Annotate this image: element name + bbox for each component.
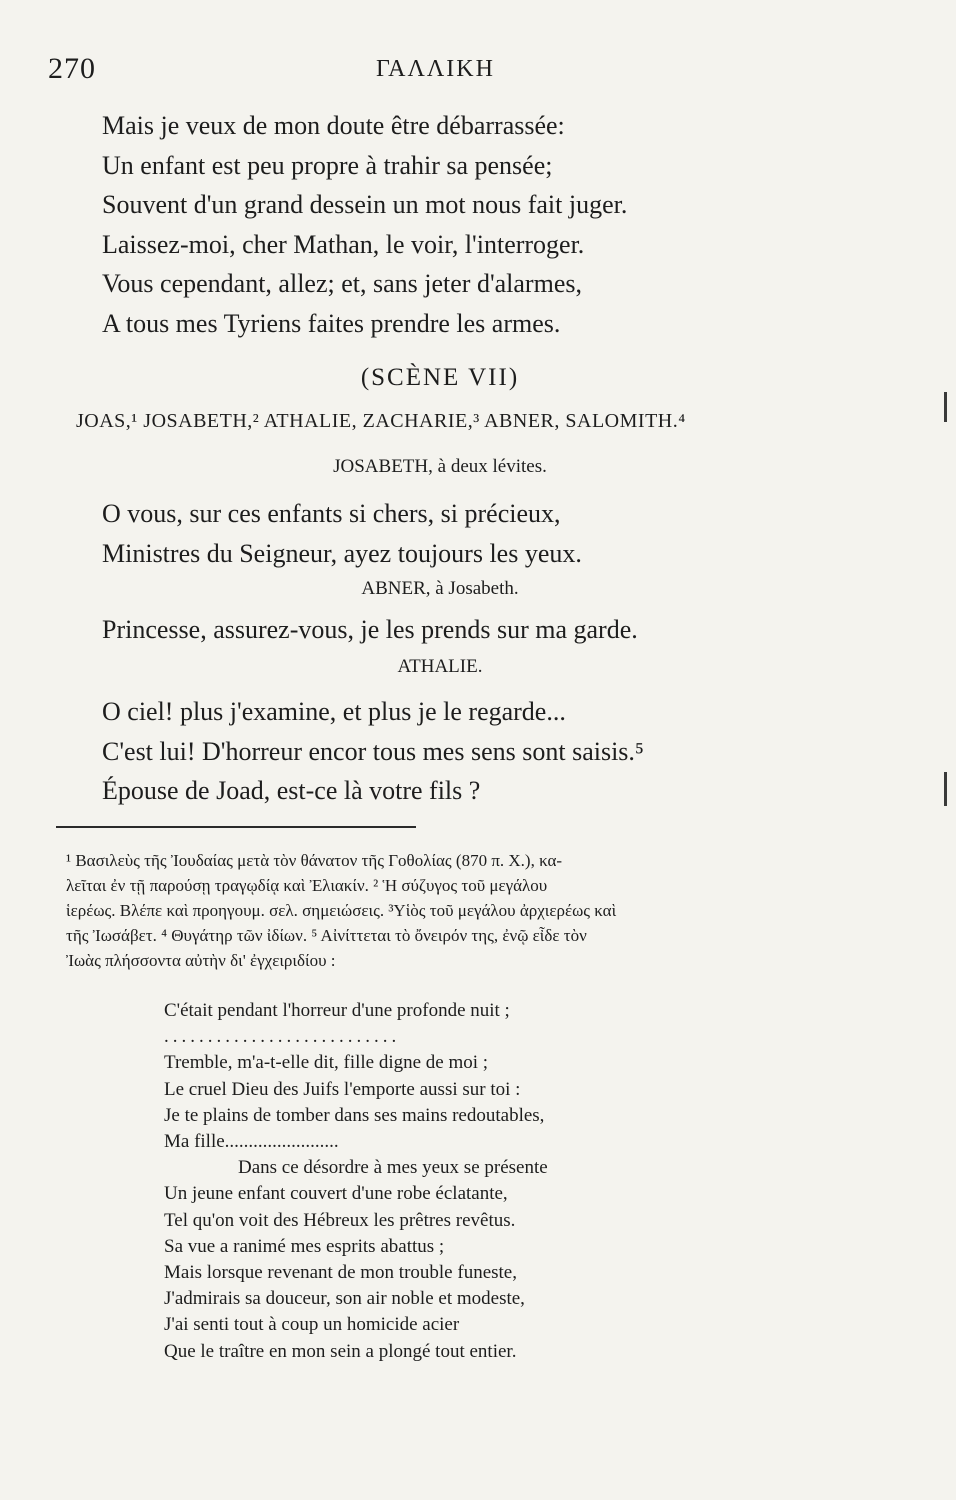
verse-line: Souvent d'un grand dessein un mot nous fait juger.: [102, 190, 628, 219]
speaker-athalie: ATHALIE.: [397, 656, 483, 677]
speaker-abner: ABNER, à Josabeth.: [361, 578, 519, 599]
verse-line: Princesse, assurez-vous, je les prends sur ma garde.: [102, 615, 638, 644]
footnotes: [66, 848, 826, 973]
verse-line: O vous, sur ces enfants si chers, si précieux,: [102, 499, 561, 528]
footnote-line: ¹ Βασιλεὺς τῆς Ἰουδαίας μετὰ τὸν θάνατον τῆς Γοθολίας (870 π. Χ.), κα-: [66, 851, 563, 870]
footnote-line: λεῖται ἐν τῇ παρούσῃ τραγῳδίᾳ καὶ Ἐλιακίν. ² Ἡ σύζυγος τοῦ μεγάλου: [66, 876, 548, 895]
quote-line: Le cruel Dieu des Juifs l'emporte aussi sur toi :: [164, 1078, 521, 1100]
running-head: ΓΑΛΛΙΚΗ: [376, 56, 495, 82]
speaker-josabeth: JOSABETH, à deux lévites.: [333, 456, 547, 477]
verse-line: A tous mes Tyriens faites prendre les armes.: [102, 308, 561, 338]
verse-line: Vous cependant, allez; et, sans jeter d'alarmes,: [102, 269, 582, 298]
verse-line: Épouse de Joad, est-ce là votre fils ?: [102, 776, 481, 805]
quote-line: J'ai senti tout à coup un homicide acier: [164, 1314, 460, 1336]
verse-line: C'est lui! D'horreur encor tous mes sens sont saisis.⁵: [102, 736, 644, 766]
page-number: 270: [48, 52, 96, 85]
quote-line: Mais lorsque revenant de mon trouble funeste,: [164, 1262, 517, 1284]
margin-mark: [944, 772, 947, 806]
quote-line: Ma fille........................: [164, 1131, 339, 1153]
footnote-line: τῆς Ἰωσάβετ. ⁴ Θυγάτηρ τῶν ἰδίων. ⁵ Αἰνίττεται τὸ ὄνειρόν της, ἐνῷ εἶδε τὸν: [66, 926, 587, 945]
quote-line: Sa vue a ranimé mes esprits abattus ;: [164, 1235, 445, 1257]
quotation: [164, 998, 724, 1365]
quote-line: Que le traître en mon sein a plongé tout entier.: [164, 1340, 517, 1362]
quote-line: Dans ce désordre à mes yeux se présente: [238, 1157, 548, 1179]
verse-line: O ciel! plus j'examine, et plus je le regarde...: [102, 697, 566, 726]
dialogue-josabeth: [102, 494, 582, 573]
verse-block-1: [102, 106, 822, 343]
quote-line: Un jeune enfant couvert d'une robe éclatante,: [164, 1183, 508, 1205]
cast-list: JOAS,¹ JOSABETH,² ATHALIE, ZACHARIE,³ ABNER, SALOMITH.⁴: [76, 410, 686, 432]
verse-line: Un enfant est peu propre à trahir sa pensée;: [102, 150, 553, 180]
verse-line: Laissez-moi, cher Mathan, le voir, l'interroger.: [102, 229, 585, 259]
footnote-line: Ἰωὰς πλήσσοντα αὐτὴν δι' ἐγχειριδίου :: [66, 951, 336, 970]
scene-heading: (SCÈNE VII): [360, 364, 520, 391]
quote-line: Tel qu'on voit des Hébreux les prêtres revêtus.: [164, 1209, 516, 1231]
quote-line: Je te plains de tomber dans ses mains redoutables,: [164, 1104, 545, 1126]
margin-mark: [944, 392, 947, 422]
quote-line: C'était pendant l'horreur d'une profonde nuit ;: [164, 1000, 510, 1021]
dialogue-abner: [102, 610, 638, 650]
quote-ellipsis: ...........................: [164, 1026, 401, 1048]
footnote-line: ἱερέως. Βλέπε καὶ προηγουμ. σελ. σημειώσεις. ³Υἱὸς τοῦ μεγάλου ἀρχιερέως καὶ: [66, 901, 617, 920]
quote-line: J'admirais sa douceur, son air noble et modeste,: [164, 1288, 525, 1310]
dialogue-athalie: [102, 692, 644, 811]
verse-line: Mais je veux de mon doute être débarrassée:: [102, 111, 565, 140]
quote-line: Tremble, m'a-t-elle dit, fille digne de moi ;: [164, 1052, 489, 1074]
footnote-rule: [56, 826, 416, 828]
verse-line: Ministres du Seigneur, ayez toujours les yeux.: [102, 538, 582, 568]
